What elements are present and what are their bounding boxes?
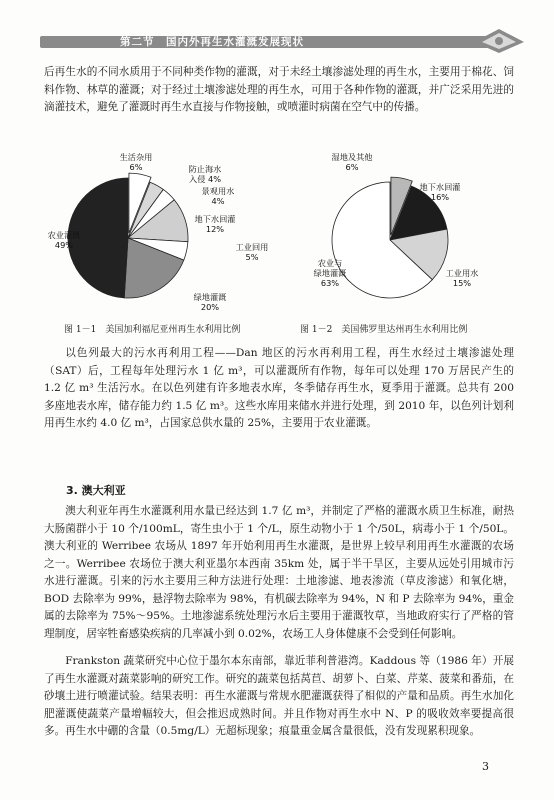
intro-paragraph: 后再生水的不同水质用于不同种类作物的灌溉，对于未经土壤渗滤处理的再生水，主要用于棉花、饲料作物、林草的灌溉；对于经过土壤渗滤处理的再生水，可用于各种作物的灌溉，并广泛采用先进的滴灌技术，避免了灌溉时再生水直接与作物接触，或喷灌时病菌在空气中的传播。 xyxy=(44,66,514,113)
pie-label-1: 湿地及其他 6% xyxy=(331,152,373,172)
pie-label-7: 农业灌溉 49% xyxy=(47,230,81,250)
pie-chart-california xyxy=(40,150,280,318)
figure-caption-1: 图 1－1 美国加利福尼亚州再生水利用比例 xyxy=(64,325,241,335)
pie-chart-florida xyxy=(290,150,520,318)
australia-paragraph: 澳大利亚年再生水灌溉利用水量已经达到 1.7 亿 m³，并制定了严格的灌溉水质卫生标准，耐热大肠菌群小于 10 个/100mL，寄生虫小于 1 个/L，原生动物小于 1 个/50L，病毒小于 1 个/50L。澳大利亚的 Werribee 农场从 1897 年开始利用再生水灌溉，是世界上较早利用再生水灌溉的农场之一。Werribee 农场位于澳大利亚墨尔本西南 35km 处，属于半干旱区，主要从远处引用城市污水进行灌溉。引来的污水主要用三种方法进行处理：土地渗滤、地表渗流（草皮渗滤）和氧化塘，BOD 去除率为 99%，悬浮物去除率为 98%，有机碳去除率为 94%，N 和 P 去除率为 94%，重金属的去除率为 75%～95%。土地渗滤系统处理污水后主要用于灌溉牧草，当地政府实行了严格的管理制度，居宰牲畜感染疾病的几率减小到 0.02%，农场工人身体健康不会受到任何影响。 xyxy=(44,505,514,640)
pie-label-6: 绿地灌溉 20% xyxy=(193,292,227,312)
pie-label-5: 工业回用 5% xyxy=(235,242,269,262)
page-number: 3 xyxy=(482,760,489,773)
pie-label-3: 工业用水 15% xyxy=(445,268,479,288)
pie-label-4: 地下水回灌 12% xyxy=(194,214,236,234)
header-title: 第二节 国内外再生水灌溉发展现状 xyxy=(120,36,304,48)
header-emblem-icon xyxy=(472,28,526,54)
pie-label-4: 农业与绿地灌溉 63% xyxy=(313,258,347,288)
pie-label-2: 防止海水入侵 4% xyxy=(188,164,222,184)
section-heading: 3. 澳大利亚 xyxy=(66,484,126,497)
pie-label-1: 生活杂用 6% xyxy=(119,152,153,172)
running-header xyxy=(0,28,554,54)
pie-label-3: 景观用水 4% xyxy=(201,186,235,206)
frankston-paragraph: Frankston 蔬菜研究中心位于墨尔本东南部，靠近菲利普港湾。Kaddous 等（1986 年）开展了再生水灌溉对蔬菜影响的研究工作。研究的蔬菜包括莴苣、胡萝卜、白菜、芹菜、菠菜和番茄，在砂壤土进行喷灌试验。结果表明：再生水灌溉与常规水肥灌溉获得了相似的产量和品质。再生水加化肥灌溉使蔬菜产量增幅较大，但会推迟成熟时间。并且作物对再生水中 N、P 的吸收效率要提高很多。再生水中硼的含量（0.5mg/L）无超标现象；痕量重金属含量很低，没有发现累积现象。 xyxy=(44,655,514,737)
figure-caption-2: 图 1－2 美国佛罗里达州再生水利用比例 xyxy=(300,325,468,335)
pie-label-2: 地下水回灌 16% xyxy=(419,182,461,202)
israel-paragraph: 以色列最大的污水再利用工程——Dan 地区的污水再利用工程，再生水经过土壤渗滤处理（SAT）后，工程每年处理污水 1 亿 m³，可以灌溉所有作物，每年可以处理 170 万居民产生的 1.2 亿 m³ 生活污水。在以色列建有许多地表水库，冬季储存再生水，夏季用于灌溉。总共有 200 多座地表水库，储存能力约 1.5 亿 m³。这些水库用来储水并进行处理，到 2010 年，以色列计划利用再生水约 4.0 亿 m³，占国家总供水量的 25%，主要用于农业灌溉。 xyxy=(44,347,514,429)
